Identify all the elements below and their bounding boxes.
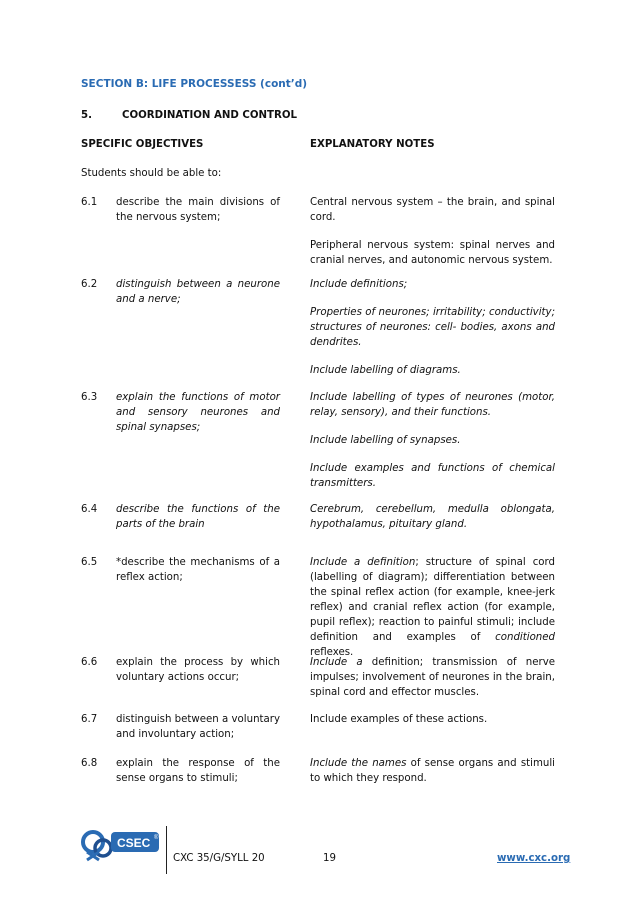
objective-number: 6.7	[81, 714, 98, 725]
note	[310, 555, 555, 660]
explanatory-notes	[310, 756, 555, 799]
note-italic: conditioned	[495, 632, 555, 643]
objective-number: 6.5	[81, 557, 98, 568]
note-text: ; structure of spinal cord (labelling of diagram); differentiation between the spinal reflex action (for example, knee-jerk reflex) and cranial reflex action (for example, pupil reflex); reaction to painful stimuli; include definition and examples of	[310, 557, 556, 643]
objective-text: explain the response of the sense organs to stimuli;	[116, 758, 280, 784]
unit-title: COORDINATION AND CONTROL	[122, 110, 298, 121]
note: Include examples of these actions.	[310, 714, 488, 725]
note: Include labelling of synapses.	[310, 435, 461, 446]
objective-number: 6.3	[81, 392, 98, 403]
note-text: of sense organs and stimuli to which they respond.	[310, 758, 555, 784]
note: Include examples and functions of chemical transmitters.	[310, 463, 555, 489]
footer-divider	[166, 826, 167, 874]
explanatory-notes	[310, 655, 555, 713]
objective-number: 6.6	[81, 657, 98, 668]
objective-text: explain the process by which voluntary actions occur;	[116, 657, 280, 683]
syllabus-code: CXC 35/G/SYLL 20	[173, 853, 265, 864]
note-italic: Include a	[310, 657, 363, 668]
note-text: reflexes.	[310, 647, 354, 658]
note-italic: Include a definition	[310, 557, 416, 568]
note	[310, 655, 555, 700]
objective-text: describe the main divisions of the nervous system;	[116, 197, 280, 223]
unit-number: 5.	[81, 110, 92, 121]
logo-text: CSEC	[117, 836, 151, 850]
note	[310, 756, 555, 786]
objective-text: distinguish between a neurone and a nerve;	[116, 279, 280, 305]
objective-text: distinguish between a voluntary and involuntary action;	[116, 714, 280, 740]
objective-number: 6.8	[81, 758, 98, 769]
objective-text: describe the functions of the parts of the brain	[116, 504, 280, 530]
explanatory-notes	[310, 277, 555, 391]
explanatory-notes	[310, 195, 555, 281]
note: Include labelling of diagrams.	[310, 365, 461, 376]
website-link[interactable]: www.cxc.org	[497, 853, 571, 864]
objective-number: 6.2	[81, 279, 98, 290]
objective-text: explain the functions of motor and sensory neurones and spinal synapses;	[116, 392, 280, 433]
note: Cerebrum, cerebellum, medulla oblongata, hypothalamus, pituitary gland.	[310, 504, 555, 530]
column-heading-notes: EXPLANATORY NOTES	[310, 139, 435, 150]
note: Properties of neurones; irritability; conductivity; structures of neurones: cell- bodies, axons and dendrites.	[310, 307, 555, 348]
note: Central nervous system – the brain, and spinal cord.	[310, 197, 555, 223]
explanatory-notes	[310, 502, 555, 545]
objective-text: *describe the mechanisms of a reflex action;	[116, 557, 280, 583]
section-title: SECTION B: LIFE PROCESSESS (cont’d)	[81, 78, 308, 90]
page-number: 19	[323, 853, 336, 864]
note: Peripheral nervous system: spinal nerves and cranial nerves, and autonomic nervous system.	[310, 240, 555, 266]
intro-text: Students should be able to:	[81, 168, 222, 179]
note-italic: Include the names	[310, 758, 407, 769]
column-heading-objectives: SPECIFIC OBJECTIVES	[81, 139, 204, 150]
cxc-csec-logo	[81, 826, 165, 862]
note: Include labelling of types of neurones (motor, relay, sensory), and their functions.	[310, 392, 555, 418]
note-text: definition; transmission of nerve impulses; involvement of neurones in the brain, spinal cord and effector muscles.	[310, 657, 555, 698]
svg-text:®: ®	[154, 835, 159, 841]
note: Include definitions;	[310, 279, 408, 290]
explanatory-notes	[310, 390, 555, 504]
explanatory-notes	[310, 712, 555, 740]
objective-number: 6.4	[81, 504, 98, 515]
page-footer	[0, 822, 638, 882]
objective-number: 6.1	[81, 197, 98, 208]
